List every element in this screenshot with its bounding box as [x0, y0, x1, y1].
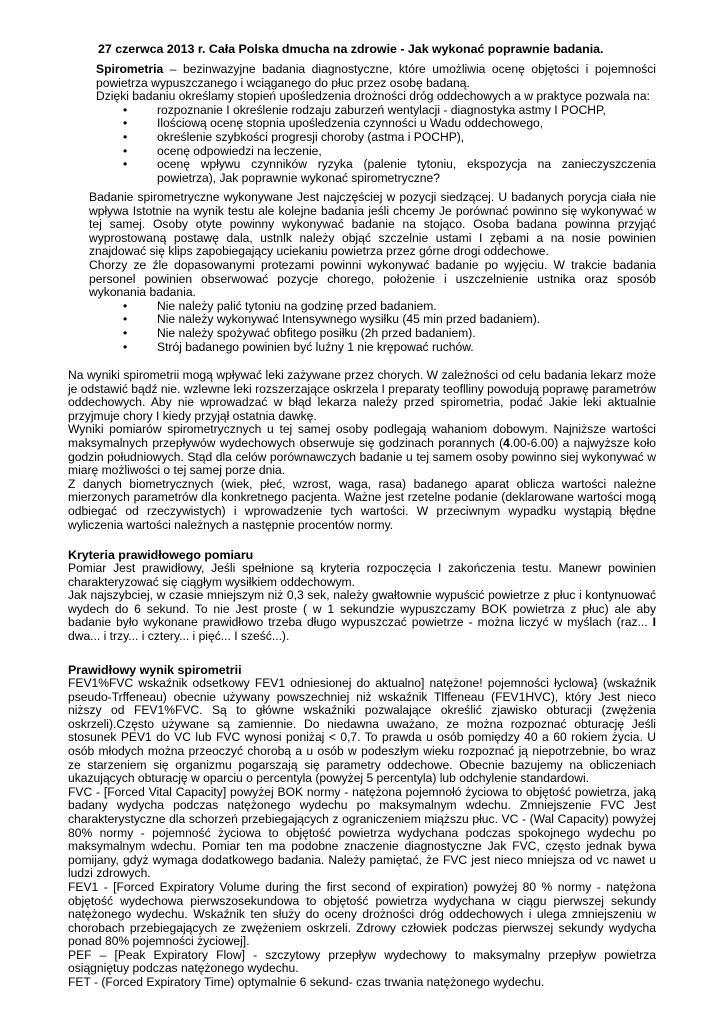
intro-bullet-list: [96, 104, 656, 186]
list-item: • Ilościową ocenę stopnia upośledzenia czynności u Wadu oddechowego,: [123, 116, 544, 131]
bullet-icon: •: [123, 116, 128, 131]
list-item: • Nie należy spożywać obfitego posiłku (2h przed badaniem).: [123, 325, 476, 340]
criteria-heading: Kryteria prawidłowego pomiaru: [68, 548, 254, 562]
results-section: [68, 369, 656, 532]
results-paragraph: Wyniki pomiarów spirometrycznych u tej samej osoby podlegają wahaniom dobowym. Najniższe wartości maksymalnych przepływów wydechowych obserwuje się godzinach porannych (4.00-6.00) a najwyższe koło godzin południowych. Stąd dla celów porównawczych badanie u tej samem osoby powinno siej wykonywać w miarę możliwości o tej samej porze dnia.: [68, 422, 656, 478]
criteria-paragraph: Pomiar Jest prawidłowy, Jeśli spełnione są kryteria rozpoczęcia I zakończenia testu. Manewr powinien charakteryzować się ciągłym wysiłkiem oddechowym.: [68, 561, 656, 589]
list-item: • Strój badanego powinien być luźny 1 nie krępować ruchów.: [123, 339, 474, 354]
normal-paragraph: FEV1 - [Forced Expiratory Volume during the first second of expiration) powyżej 80 % normy - natężona objętość wydechowa pierwszosekundowa to objętość powietrza wydychana w ciągu pierwszej sekundy natężonego wydechu. Wskaźnik ten służy do oceny drożności dróg oddechowych i ulega zmniejszeniu w chorobach przebiegających ze zwężeniem oskrzeli. Zdrowy człowiek podczas pierwszej sekundy wydycha ponad 80% pojemności życiowej].: [68, 879, 656, 949]
results-paragraph: Na wyniki spirometrii mogą wpływać leki zażywane przez chorych. W zależności od celu badania lekarz może je odstawić bądź nie. wzlewne leki rozszerzające oskrzela I preparaty teoflliny powodują poprawę parametrów oddechowych. Aby nie wprowadzać w błąd lekarza należy przed spirometria, podać Jakie leki aktualnie przyjmuje chory I kiedy przyjął ostatnia dawkę.: [68, 368, 656, 423]
list-item: • Nie należy palić tytoniu na godzinę przed badaniem.: [123, 298, 437, 313]
list-item: • Nie należy wykonywać Intensywnego wysiłku (45 min przed badaniem).: [123, 312, 541, 327]
document-title: 27 czerwca 2013 r. Cała Polska dmucha na zdrowie - Jak wykonać poprawnie badania.: [98, 42, 604, 56]
bullet-icon: •: [123, 102, 128, 117]
criteria-paragraph: Jak najszybciej, w czasie mniejszym niż 0,3 sek, należy gwałtownie wypuścić powietrze z płuc i kontynuować wydech do 6 sekund. To nie Jest proste ( w 1 sekundzie wypuszczamy BOK powietrza z płuc) ale aby badanie było wykonane prawidłowo trzeba długo wypuszczać powietrze - można liczyć w myślach (raz... I dwa... i trzy... i cztery... i pięć... I sześć...).: [68, 588, 656, 643]
intro-section: [96, 63, 656, 185]
bullet-icon: •: [123, 298, 128, 313]
term-spirometria: Spirometria: [96, 62, 164, 76]
normal-result-heading: Prawidłowy wynik spirometrii: [68, 663, 242, 677]
list-item: • określenie szybkości progresji choroby (astma i POCHP),: [123, 129, 465, 144]
intro-lead: Dzięki badaniu określamy stopień upośledzenia drożności dróg oddechowych a w praktyce pozwala na:: [96, 89, 650, 104]
results-paragraph: Z danych biometrycznych (wiek, płeć, wzrost, waga, rasa) badanego aparat oblicza wartości należne mierzonych parametrów dla konkretnego pacjenta. Ważne jest rzetelne podanie (deklarowane wartości mogą odbiegać od rzeczywistych) i wprowadzenie tych wartości. W przeciwnym wypadku wystąpią błędne wyliczenia wartości należnych a następnie procentów normy.: [68, 476, 656, 532]
procedure-paragraph: Chorzy ze źle dopasowanymi protezami powinni wykonywać badanie po wyjęciu. W trakcie badania personel powinien obserwować pozycje chorego, położenie i uszczelnienie ustnika oraz sposób wykonania badania.: [89, 257, 656, 300]
procedure-paragraph: Badanie spirometryczne wykonywane Jest najczęściej w pozycji siedzącej. U badanych porycja ciała nie wpływa Istotnie na wynik testu ale kolejne badania jeśli chcemy Je porównać powinno się wykonywać w tej samej. Osoby otyte powinny wykonywać badanie na stojąco. Osoba badana powinna przyjąć wyprostowaną postawę dala, ustnlk należy objąć szczelnie ustami I zębami a na nosie powinien znajdować się klips zapobiegający uciekaniu powietrza przez górne drogi oddechowe.: [89, 190, 656, 259]
normal-paragraph: FEV1%FVC wskaźnik odsetkowy FEV1 odniesionej do aktualno] natężone! pojemności łyclowa} (wskaźnik pseudo-Trffeneau) obecnie używany powszechniej niż wskaźnik Tlffeneau (FEV1HVC), który Jest nieco niższy od FEV1%FVC. Są to główne wskaźniki pozwalające określić zjawisko obturacji (zwężenia oskrzeli).Często używane są zamiennie. Do niedawna uważano, ze można rozpoznać obturację Jeśli stosunek PEV1 do VC lub FVC wynosi poniżaj < 0,7. To prawda u osób pomiędzy 40 a 60 rokiem życia. U osób młodych można przeoczyć chorobą a u osób w podeszłym wieku rozpoznać ją niepotrzebnie, bo wraz ze starzeniem się organizmu pogarszają się parametry oddechowe. Obecnie bazujemy na obliczeniach ukazujących obturację w oparciu o percentyla (powyżej 5 percentyla) lub odchylenie standardowi.: [68, 676, 656, 786]
bullet-icon: •: [123, 312, 128, 327]
intro-definition: Spirometria – bezinwazyjne badania diagnostyczne, które umożliwia ocenę objętości i pojemności powietrza wypuszczanego i wciąganego do płuc przez osobę badaną.: [96, 62, 656, 90]
bullet-icon: •: [123, 129, 128, 144]
normal-paragraph: FET - (Forced Expiratory Time) optymalnie 6 sekund- czas trwania natężonego wydechu.: [68, 975, 545, 990]
list-item: • rozpoznanie I określenie rodzaju zaburzeń wentylacji - diagnostyka astmy I POCHP,: [123, 102, 606, 117]
normal-paragraph: FVC - [Forced Vital Capacity] powyżej BOK normy - natężona pojemnołó życiowa to objętość powietrza, jaką badany wydycha podczas natężonego wydechu po maksymalnym wdechu. Zmniejszenie FVC Jest charakterystyczne dla schorzeń przebiegających z ograniczeniem miąższu płuc. VC - (Wal Capacity) powyżej 80% normy - pojemność życiowa to objętość powietrza wydychana podczas spokojnego wydechu po maksymalnym wdechu. Pomiar ten ma podobne znaczenie diagnostyczne Jak FVC, często jednak bywa pomijany, gdyż wymaga dodatkowego badania. Należy pamiętać, że FVC jest nieco mniejsza od vc nawet u ludzi zdrowych.: [68, 784, 656, 881]
normal-paragraph: PEF – [Peak Expiratory Flow] - szczytowy przepływ wydechowy to maksymalny przepływ powietrza osiągniętuy podczas natężonego wydechu.: [68, 947, 656, 976]
normal-result-section: [68, 663, 656, 990]
bullet-icon: •: [123, 157, 128, 172]
bullet-icon: •: [123, 339, 128, 354]
preparation-bullet-list: [89, 300, 656, 354]
list-item: • ocenę wpływu czynników ryzyka (palenie tytoniu, ekspozycja na zanieczyszczenia powietrza), Jak poprawnie wykonać spirometryczne?: [123, 157, 656, 185]
procedure-section: [89, 191, 656, 354]
bullet-icon: •: [123, 325, 128, 340]
criteria-section: [68, 548, 656, 644]
list-item: • ocenę odpowiedzi na leczenie,: [123, 143, 322, 158]
bullet-icon: •: [123, 143, 128, 158]
